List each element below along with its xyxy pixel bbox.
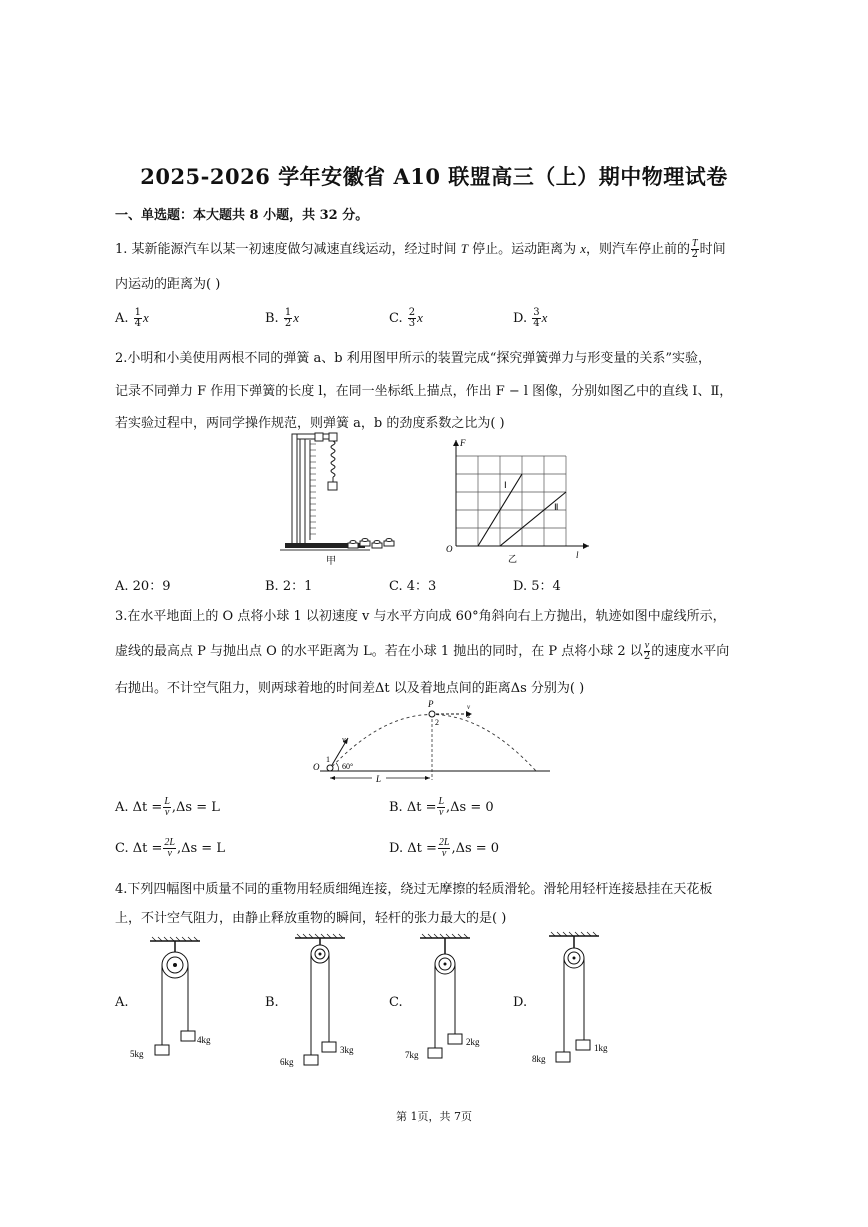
page-footer: 第 1页，共 7页: [396, 1110, 472, 1123]
ruler: [300, 434, 305, 544]
q2-option-a[interactable]: A. 20：9: [115, 579, 171, 594]
svg-text:1kg: 1kg: [594, 1043, 608, 1053]
question-2-line-1: 2.小明和小美使用两根不同的弹簧 a、b 利用图甲所示的装置完成“探究弹簧弹力与形变量的关系”实验，: [115, 351, 712, 366]
svg-text:8kg: 8kg: [532, 1054, 546, 1064]
question-3-line-2: 虚线的最高点 P 与抛出点 O 的水平距离为 L。若在小球 1 抛出的同时，在 P 点将小球 2 以 $\frac{v}{2}$ 的速度水平向: [115, 640, 730, 662]
ruler-ticks: [310, 444, 316, 534]
question-3-line-3: 右抛出。不计空气阻力，则两球着地的时间差Δt 以及着地点间的距离Δs 分别为( ): [115, 681, 585, 696]
svg-text:4kg: 4kg: [197, 1035, 211, 1045]
trajectory: [328, 715, 536, 772]
q1-option-b[interactable]: B. $\frac{1}{2}$ x: [265, 307, 299, 329]
q4-option-b-label[interactable]: B.: [265, 995, 279, 1010]
stand-pole: [292, 434, 297, 544]
question-1-line-1: 1. 某新能源汽车以某一初速度做匀减速直线运动，经过时间 T 停止。运动距离为 x，则汽车停止前的 $\frac{T}{2}$ 时间: [115, 238, 726, 260]
spring: [331, 441, 335, 477]
svg-text:1: 1: [326, 755, 330, 764]
ball-2: [429, 711, 435, 717]
angle-label: 60°: [342, 762, 354, 771]
question-2-line-2: 记录不同弹力 F 作用下弹簧的长度 l，在同一坐标纸上描点，作出 F − l 图像，分别如图乙中的直线 Ⅰ、Ⅱ，: [115, 384, 733, 399]
section-heading: 一、单选题：本大题共 8 小题，共 32 分。: [115, 208, 369, 223]
question-4-line-2: 上，不计空气阻力，由静止释放重物的瞬间，轻杆的张力最大的是( ): [115, 911, 507, 926]
projectile-figure: [310, 698, 560, 786]
line-I-label: Ⅰ: [504, 480, 507, 490]
svg-text:2: 2: [467, 712, 471, 720]
q1-option-a[interactable]: A. $\frac{1}{4}$ x: [115, 307, 149, 329]
pulley-figure-b[interactable]: [270, 930, 370, 1070]
svg-text:2: 2: [435, 718, 439, 727]
fraction: $\frac{T}{2}$: [691, 238, 698, 260]
origin-label: O: [446, 544, 453, 554]
q3-option-d[interactable]: D. Δt = $\frac{2L}{v}$ ,Δs = 0: [389, 837, 500, 859]
q2-option-c[interactable]: C. 4：3: [389, 579, 437, 594]
svg-text:v: v: [467, 703, 471, 711]
question-2-line-3: 若实验过程中，两同学操作规范，则弹簧 a，b 的劲度系数之比为( ): [115, 416, 505, 431]
weights-on-table: [348, 539, 394, 549]
question-number: 1.: [115, 242, 128, 257]
spring-apparatus-figure: [270, 430, 415, 570]
figure-yi-label: 乙: [508, 554, 518, 564]
x-axis-label: l: [576, 550, 579, 560]
page-title: 2025-2026 学年安徽省 A10 联盟高三（上）期中物理试卷: [140, 164, 728, 189]
q1-option-c[interactable]: C. $\frac{2}{3}$ x: [389, 307, 423, 329]
pulley-figure-c[interactable]: [395, 930, 495, 1070]
hanging-weight: [328, 482, 337, 490]
q1-option-d[interactable]: D. $\frac{3}{4}$ x: [513, 307, 548, 329]
svg-text:7kg: 7kg: [405, 1050, 419, 1060]
y-axis-label: F: [460, 438, 466, 448]
svg-text:v: v: [342, 735, 346, 744]
q4-option-c-label[interactable]: C.: [389, 995, 403, 1010]
q4-option-d-label[interactable]: D.: [513, 995, 528, 1010]
q2-option-b[interactable]: B. 2：1: [265, 579, 313, 594]
figure-jia-label: 甲: [326, 556, 336, 567]
svg-text:6kg: 6kg: [280, 1057, 294, 1067]
question-4-line-1: 4.下列四幅图中质量不同的重物用轻质细绳连接，绕过无摩擦的轻质滑轮。滑轮用轻杆连接悬挂在天花板: [115, 882, 713, 897]
svg-text:2kg: 2kg: [466, 1037, 480, 1047]
pulley-figure-d[interactable]: [524, 930, 624, 1070]
ball-1: [327, 765, 333, 771]
svg-text:5kg: 5kg: [130, 1049, 144, 1059]
distance-L-label: L: [376, 774, 382, 784]
point-O-label: O: [313, 762, 320, 772]
grid: [456, 456, 566, 546]
f-l-graph-figure: [444, 436, 594, 568]
q3-option-a[interactable]: A. Δt = $\frac{L}{v}$ ,Δs = L: [115, 796, 220, 818]
q4-option-a-label[interactable]: A.: [115, 995, 129, 1010]
point-P-label: P: [428, 699, 434, 709]
q3-option-b[interactable]: B. Δt = $\frac{L}{v}$ ,Δs = 0: [389, 796, 494, 818]
q3-option-c[interactable]: C. Δt = $\frac{2L}{v}$ ,Δs = L: [115, 837, 225, 859]
line-II-label: Ⅱ: [554, 502, 559, 512]
line-II: [500, 492, 566, 546]
q2-option-d[interactable]: D. 5：4: [513, 579, 561, 594]
question-1-line-2: 内运动的距离为( ): [115, 277, 221, 292]
svg-text:3kg: 3kg: [340, 1045, 354, 1055]
pulley-figure-a[interactable]: [125, 935, 225, 1065]
question-3-line-1: 3.在水平地面上的 O 点将小球 1 以初速度 v 与水平方向成 60°角斜向右上方抛出，轨迹如图中虚线所示，: [115, 609, 726, 624]
